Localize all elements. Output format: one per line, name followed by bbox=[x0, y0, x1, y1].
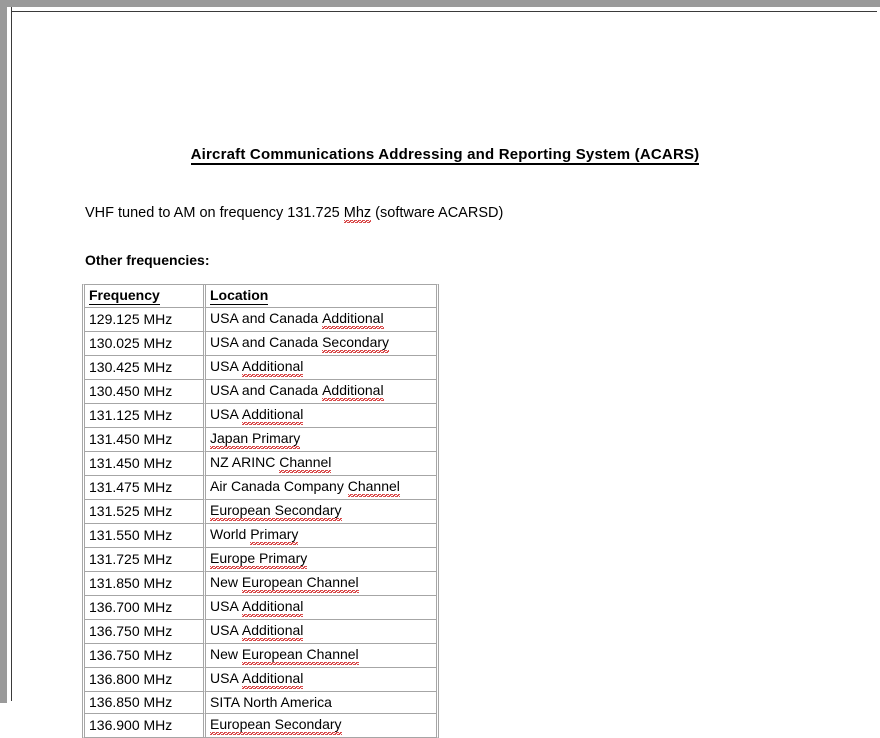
table-row bbox=[85, 692, 436, 714]
cell-location bbox=[203, 356, 436, 380]
cell-frequency: 136.800 MHz bbox=[85, 668, 203, 692]
table-row bbox=[85, 380, 436, 404]
table-row bbox=[85, 428, 436, 452]
page-left-edge bbox=[0, 0, 7, 703]
section-heading-other-frequencies: Other frequencies: bbox=[85, 252, 210, 268]
cell-location-misspelled: Additional bbox=[242, 597, 304, 617]
frequency-table-body bbox=[85, 308, 436, 737]
cell-location-plain: Air Canada Company bbox=[210, 478, 348, 494]
cell-location bbox=[203, 620, 436, 644]
cell-location bbox=[203, 524, 436, 548]
cell-frequency: 136.750 MHz bbox=[85, 644, 203, 668]
misspelled-word-mhz: Mhz bbox=[343, 205, 372, 221]
table-row bbox=[85, 404, 436, 428]
cell-location-misspelled: Additional bbox=[242, 621, 304, 641]
cell-location bbox=[203, 548, 436, 572]
cell-location-plain: USA bbox=[210, 406, 242, 422]
cell-location-misspelled: European Channel bbox=[242, 573, 359, 593]
frequency-table-container bbox=[82, 284, 439, 738]
cell-location-misspelled: Additional bbox=[242, 405, 304, 425]
cell-location-plain: USA bbox=[210, 598, 242, 614]
table-row bbox=[85, 620, 436, 644]
table-row bbox=[85, 356, 436, 380]
cell-location-misspelled: Europe Primary bbox=[210, 549, 307, 569]
cell-location-misspelled: Additional bbox=[322, 381, 384, 401]
cell-location bbox=[203, 404, 436, 428]
table-row bbox=[85, 572, 436, 596]
table-row bbox=[85, 500, 436, 524]
cell-frequency: 131.450 MHz bbox=[85, 452, 203, 476]
cell-location-misspelled: Channel bbox=[348, 477, 400, 497]
cell-location-plain: USA and Canada bbox=[210, 382, 323, 398]
cell-location bbox=[203, 572, 436, 596]
cell-location-plain: World bbox=[210, 526, 251, 542]
cell-frequency: 130.450 MHz bbox=[85, 380, 203, 404]
cell-location bbox=[203, 596, 436, 620]
column-header-frequency-label: Frequency bbox=[89, 287, 160, 303]
cell-location bbox=[203, 332, 436, 356]
cell-frequency: 136.750 MHz bbox=[85, 620, 203, 644]
cell-location-misspelled: European Secondary bbox=[210, 715, 342, 735]
cell-location-misspelled: Additional bbox=[242, 669, 304, 689]
cell-frequency: 129.125 MHz bbox=[85, 308, 203, 332]
intro-paragraph bbox=[85, 205, 503, 223]
cell-location bbox=[203, 714, 436, 737]
cell-frequency: 130.425 MHz bbox=[85, 356, 203, 380]
cell-location bbox=[203, 380, 436, 404]
cell-location bbox=[203, 500, 436, 524]
cell-frequency: 131.550 MHz bbox=[85, 524, 203, 548]
cell-location-plain: NZ ARINC bbox=[210, 454, 280, 470]
cell-location-misspelled: Secondary bbox=[322, 333, 389, 353]
page-top-edge bbox=[0, 0, 880, 7]
cell-location bbox=[203, 428, 436, 452]
cell-location-plain: USA bbox=[210, 358, 242, 374]
intro-paragraph-before: VHF tuned to AM on frequency 131.725 bbox=[85, 205, 344, 221]
cell-location-misspelled: Primary bbox=[250, 525, 298, 545]
column-header-location-label: Location bbox=[210, 287, 269, 303]
cell-frequency: 136.900 MHz bbox=[89, 717, 173, 733]
document-body bbox=[12, 12, 878, 733]
cell-location bbox=[203, 668, 436, 692]
cell-location-misspelled: European Channel bbox=[242, 645, 359, 665]
cell-location bbox=[203, 308, 436, 332]
cell-location bbox=[203, 644, 436, 668]
intro-paragraph-after: (software ACARSD) bbox=[371, 205, 504, 221]
cell-location bbox=[203, 452, 436, 476]
page-title bbox=[12, 146, 878, 163]
table-row bbox=[85, 476, 436, 500]
cell-location-misspelled: European Secondary bbox=[210, 501, 342, 521]
frequency-table-head bbox=[85, 285, 436, 308]
column-header-frequency bbox=[85, 285, 203, 308]
column-header-location bbox=[203, 285, 436, 308]
cell-frequency: 131.725 MHz bbox=[85, 548, 203, 572]
cell-location-plain: USA and Canada bbox=[210, 334, 323, 350]
cell-frequency: 131.125 MHz bbox=[85, 404, 203, 428]
cell-location-plain: New bbox=[210, 574, 242, 590]
cell-location-misspelled: Additional bbox=[242, 357, 304, 377]
cell-location-plain: USA bbox=[210, 670, 242, 686]
cell-frequency: 131.475 MHz bbox=[85, 476, 203, 500]
table-header-row bbox=[85, 285, 436, 308]
cell-location-misspelled: Additional bbox=[322, 309, 384, 329]
table-row bbox=[85, 548, 436, 572]
cell-frequency: 136.700 MHz bbox=[85, 596, 203, 620]
cell-location bbox=[203, 476, 436, 500]
cell-location-plain: USA and Canada bbox=[210, 310, 323, 326]
frequency-table bbox=[82, 284, 439, 738]
cell-frequency: 131.450 MHz bbox=[85, 428, 203, 452]
cell-location-plain: SITA North America bbox=[210, 694, 332, 710]
table-row bbox=[85, 596, 436, 620]
table-row bbox=[85, 452, 436, 476]
cell-location-plain: New bbox=[210, 646, 242, 662]
cell-frequency: 130.025 MHz bbox=[85, 332, 203, 356]
cell-location-plain: USA bbox=[210, 622, 242, 638]
table-row bbox=[85, 524, 436, 548]
cell-frequency: 136.850 MHz bbox=[85, 692, 203, 714]
cell-frequency: 131.525 MHz bbox=[85, 500, 203, 524]
table-row bbox=[85, 668, 436, 692]
page-title-text: Aircraft Communications Addressing and Reporting System (ACARS) bbox=[190, 146, 700, 163]
cell-location-misspelled: Japan Primary bbox=[210, 429, 300, 449]
table-row bbox=[85, 644, 436, 668]
table-row bbox=[85, 332, 436, 356]
cell-frequency: 131.850 MHz bbox=[85, 572, 203, 596]
table-row bbox=[85, 308, 436, 332]
cell-location-misspelled: Channel bbox=[279, 453, 331, 473]
table-row bbox=[85, 714, 436, 737]
cell-location bbox=[203, 692, 436, 714]
